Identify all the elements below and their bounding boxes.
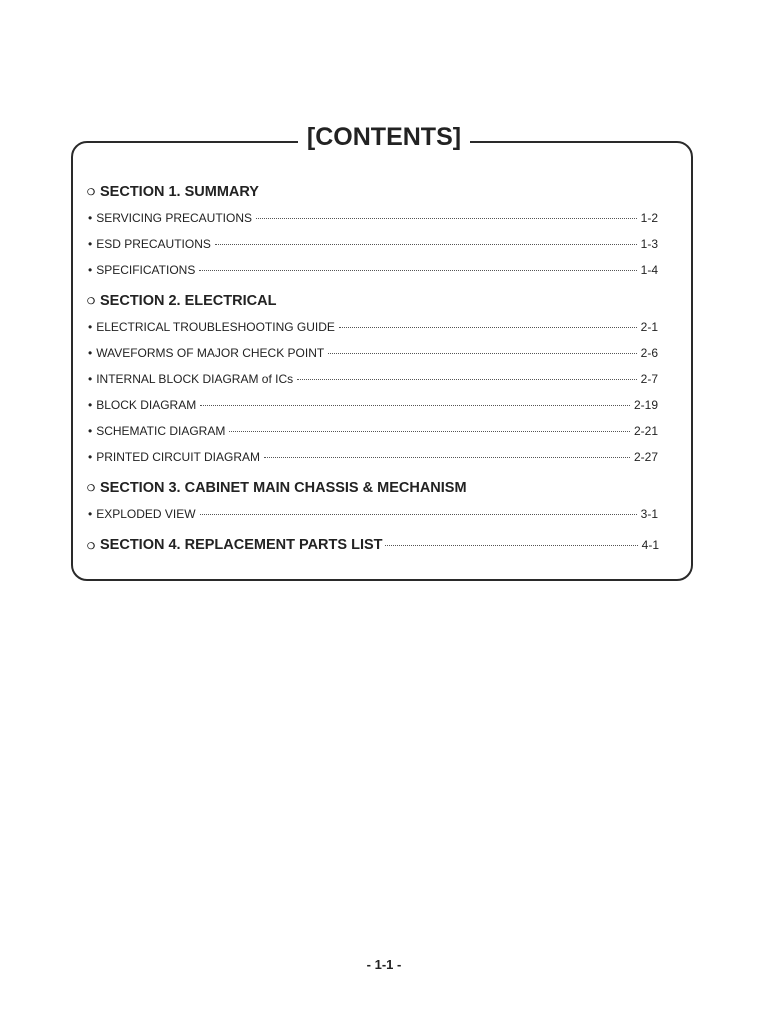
section-title: SECTION 4. REPLACEMENT PARTS LIST <box>100 537 383 553</box>
toc-entry-page: 1-2 <box>640 211 658 225</box>
section-2-heading <box>87 291 659 311</box>
section-3-heading <box>87 478 659 498</box>
dot-leader <box>339 327 637 328</box>
toc-entry-page: 2-7 <box>640 372 658 386</box>
contents-title <box>0 120 768 154</box>
toc-entry[interactable] <box>88 262 658 278</box>
dot-leader <box>200 514 637 515</box>
dot-leader <box>297 379 637 380</box>
toc-entry-label: ESD PRECAUTIONS <box>96 237 211 251</box>
dot-leader <box>200 405 630 406</box>
toc-entry-label: WAVEFORMS OF MAJOR CHECK POINT <box>96 346 325 360</box>
toc-entry[interactable] <box>88 506 658 522</box>
bullet-icon: • <box>88 450 93 464</box>
toc-entry-page: 2-27 <box>633 450 658 464</box>
section-4-heading[interactable] <box>87 535 659 556</box>
section-page: 4-1 <box>641 538 659 552</box>
toc-entry-label: SCHEMATIC DIAGRAM <box>96 424 226 438</box>
bullet-icon: • <box>88 507 93 521</box>
dot-leader <box>264 457 630 458</box>
dot-leader <box>256 218 637 219</box>
toc-entry-label: EXPLODED VIEW <box>96 507 196 521</box>
toc-entry-page: 2-6 <box>640 346 658 360</box>
bullet-icon: • <box>88 211 93 225</box>
toc-entry-page: 1-3 <box>640 237 658 251</box>
toc-entry-page: 2-1 <box>640 320 658 334</box>
toc-entry[interactable] <box>88 319 658 335</box>
toc-entry[interactable] <box>88 423 658 439</box>
section-ring-icon: ❍ <box>87 296 96 306</box>
section-ring-icon: ❍ <box>87 187 96 197</box>
dot-leader <box>385 545 638 546</box>
dot-leader <box>229 431 630 432</box>
bullet-icon: • <box>88 424 93 438</box>
section-ring-icon: ❍ <box>87 541 96 551</box>
toc-entry-label: SERVICING PRECAUTIONS <box>96 211 253 225</box>
section-title: SECTION 2. ELECTRICAL <box>100 293 277 309</box>
section-title: SECTION 3. CABINET MAIN CHASSIS & MECHANISM <box>100 480 467 496</box>
dot-leader <box>215 244 637 245</box>
toc-entry-page: 3-1 <box>640 507 658 521</box>
bullet-icon: • <box>88 346 93 360</box>
toc-entry-page: 2-21 <box>633 424 658 438</box>
toc-entry-label: BLOCK DIAGRAM <box>96 398 197 412</box>
toc-entry-page: 2-19 <box>633 398 658 412</box>
dot-leader <box>199 270 636 271</box>
section-ring-icon: ❍ <box>87 483 96 493</box>
bullet-icon: • <box>88 372 93 386</box>
toc-entry-label: PRINTED CIRCUIT DIAGRAM <box>96 450 260 464</box>
toc-entry[interactable] <box>88 371 658 387</box>
toc-entry-label: ELECTRICAL TROUBLESHOOTING GUIDE <box>96 320 335 334</box>
toc-entry[interactable] <box>88 397 658 413</box>
page-number: - 1-1 - <box>366 957 402 972</box>
toc-entry[interactable] <box>88 449 658 465</box>
toc-entry-label: SPECIFICATIONS <box>96 263 196 277</box>
contents-title-text: [CONTENTS] <box>298 123 470 151</box>
bullet-icon: • <box>88 263 93 277</box>
dot-leader <box>328 353 636 354</box>
toc-entry[interactable] <box>88 236 658 252</box>
bullet-icon: • <box>88 320 93 334</box>
bullet-icon: • <box>88 398 93 412</box>
section-1-heading <box>87 182 659 202</box>
toc-entry[interactable] <box>88 210 658 226</box>
toc-entry-label: INTERNAL BLOCK DIAGRAM of ICs <box>96 372 294 386</box>
toc-entry-page: 1-4 <box>640 263 658 277</box>
bullet-icon: • <box>88 237 93 251</box>
section-title: SECTION 1. SUMMARY <box>100 184 259 200</box>
toc-entry[interactable] <box>88 345 658 361</box>
